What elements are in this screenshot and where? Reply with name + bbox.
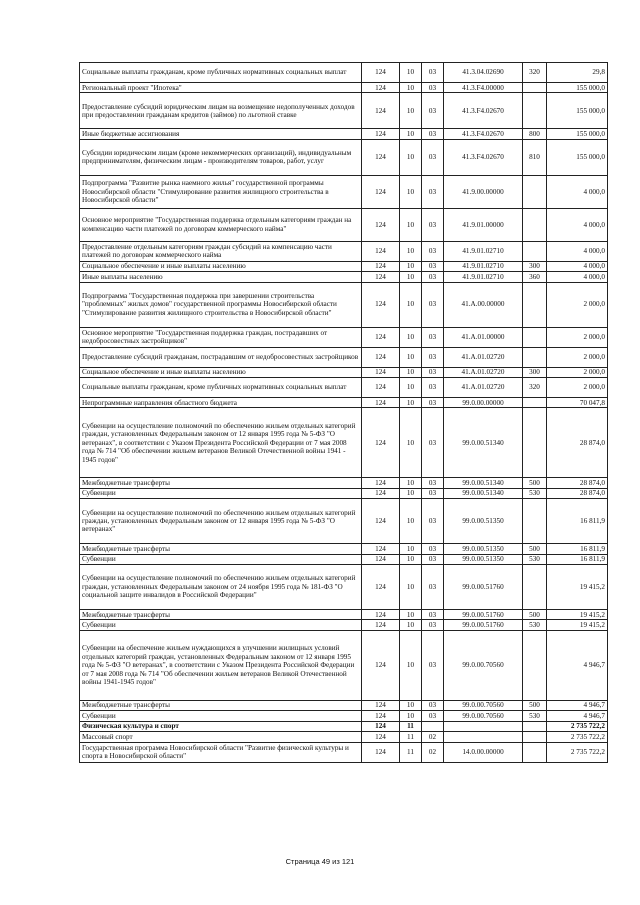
row-sum: 155 000,0 bbox=[547, 93, 608, 129]
table-row bbox=[80, 93, 608, 129]
row-vr: 320 bbox=[523, 63, 547, 83]
row-pr: 03 bbox=[422, 610, 444, 620]
row-csr: 99.0.00.51350 bbox=[444, 499, 523, 544]
row-pr: 03 bbox=[422, 499, 444, 544]
row-grbs: 124 bbox=[362, 544, 400, 554]
row-name: Субвенции bbox=[80, 620, 362, 630]
row-sum: 28 874,0 bbox=[547, 408, 608, 478]
row-rz: 10 bbox=[400, 565, 422, 610]
row-grbs: 124 bbox=[362, 378, 400, 398]
row-grbs: 124 bbox=[362, 565, 400, 610]
row-name: Подпрограмма "Государственная поддержка при завершении строительства "проблемных" жилых домов" государственной программы Новосибирской области "Стимулирование развития жилищного строительства в Новосибирской области" bbox=[80, 282, 362, 327]
row-vr bbox=[523, 208, 547, 241]
row-vr bbox=[523, 565, 547, 610]
row-csr: 99.0.00.00000 bbox=[444, 398, 523, 408]
row-pr: 03 bbox=[422, 544, 444, 554]
row-rz: 10 bbox=[400, 630, 422, 700]
row-sum: 155 000,0 bbox=[547, 139, 608, 175]
table-row bbox=[80, 721, 608, 731]
row-sum: 4 000,0 bbox=[547, 208, 608, 241]
row-sum: 2 000,0 bbox=[547, 367, 608, 377]
row-pr: 03 bbox=[422, 327, 444, 347]
row-grbs: 124 bbox=[362, 478, 400, 488]
table-row bbox=[80, 261, 608, 271]
row-rz: 10 bbox=[400, 544, 422, 554]
row-name: Основное мероприятие "Государственная поддержка отдельным категориям граждан на компенсацию части платежей по договорам коммерческого найма" bbox=[80, 208, 362, 241]
table-row bbox=[80, 499, 608, 544]
row-pr: 03 bbox=[422, 83, 444, 93]
row-grbs: 124 bbox=[362, 93, 400, 129]
row-name: Иные бюджетные ассигнования bbox=[80, 129, 362, 139]
row-vr: 300 bbox=[523, 367, 547, 377]
row-rz: 10 bbox=[400, 367, 422, 377]
table-row bbox=[80, 378, 608, 398]
row-sum: 2 000,0 bbox=[547, 327, 608, 347]
row-vr bbox=[523, 93, 547, 129]
row-name: Социальные выплаты гражданам, кроме публичных нормативных социальных выплат bbox=[80, 378, 362, 398]
row-csr: 41.9.01.02710 bbox=[444, 261, 523, 271]
row-name: Иные выплаты населению bbox=[80, 272, 362, 282]
row-grbs: 124 bbox=[362, 408, 400, 478]
row-grbs: 124 bbox=[362, 700, 400, 710]
row-name: Социальные выплаты гражданам, кроме публичных нормативных социальных выплат bbox=[80, 63, 362, 83]
row-rz: 10 bbox=[400, 63, 422, 83]
row-grbs: 124 bbox=[362, 241, 400, 261]
row-vr: 500 bbox=[523, 700, 547, 710]
row-csr: 41.9.01.02710 bbox=[444, 241, 523, 261]
row-vr bbox=[523, 742, 547, 762]
row-name: Государственная программа Новосибирской области "Развитие физической культуры и спорта в Новосибирской области" bbox=[80, 742, 362, 762]
row-name: Предоставление субсидий юридическим лицам на возмещение недополученных доходов при предоставлении гражданам кредитов (займов) по льготной ставке bbox=[80, 93, 362, 129]
row-grbs: 124 bbox=[362, 129, 400, 139]
row-csr: 41.3.F4.02670 bbox=[444, 139, 523, 175]
row-rz: 10 bbox=[400, 272, 422, 282]
row-csr: 99.0.00.51350 bbox=[444, 554, 523, 564]
row-sum: 28 874,0 bbox=[547, 488, 608, 498]
row-csr: 41.3.F4.02670 bbox=[444, 93, 523, 129]
row-name: Социальное обеспечение и иные выплаты населению bbox=[80, 367, 362, 377]
row-grbs: 124 bbox=[362, 620, 400, 630]
row-name: Подпрограмма "Развитие рынка наемного жилья" государственной программы Новосибирской области "Стимулирование развития жилищного строительства в Новосибирской области" bbox=[80, 175, 362, 208]
row-sum: 19 415,2 bbox=[547, 620, 608, 630]
table-row bbox=[80, 175, 608, 208]
row-sum: 4 000,0 bbox=[547, 272, 608, 282]
row-sum: 29,8 bbox=[547, 63, 608, 83]
row-name: Основное мероприятие "Государственная поддержка граждан, пострадавших от недобросовестных застройщиков" bbox=[80, 327, 362, 347]
row-grbs: 124 bbox=[362, 347, 400, 367]
row-name: Региональный проект "Ипотека" bbox=[80, 83, 362, 93]
row-vr: 320 bbox=[523, 378, 547, 398]
row-sum: 155 000,0 bbox=[547, 83, 608, 93]
row-pr bbox=[422, 721, 444, 731]
row-vr bbox=[523, 241, 547, 261]
row-pr: 03 bbox=[422, 478, 444, 488]
table-row bbox=[80, 208, 608, 241]
row-csr: 41.3.04.02690 bbox=[444, 63, 523, 83]
row-csr: 99.0.00.51340 bbox=[444, 488, 523, 498]
row-pr: 03 bbox=[422, 261, 444, 271]
row-rz: 10 bbox=[400, 327, 422, 347]
row-grbs: 124 bbox=[362, 488, 400, 498]
row-sum: 4 946,7 bbox=[547, 711, 608, 721]
row-grbs: 124 bbox=[362, 630, 400, 700]
row-sum: 4 000,0 bbox=[547, 261, 608, 271]
row-pr: 03 bbox=[422, 554, 444, 564]
row-rz: 11 bbox=[400, 742, 422, 762]
table-row bbox=[80, 63, 608, 83]
row-rz: 10 bbox=[400, 261, 422, 271]
table-row bbox=[80, 478, 608, 488]
row-csr: 99.0.00.70560 bbox=[444, 630, 523, 700]
row-grbs: 124 bbox=[362, 261, 400, 271]
row-csr bbox=[444, 721, 523, 731]
row-pr: 03 bbox=[422, 711, 444, 721]
row-pr: 03 bbox=[422, 630, 444, 700]
row-vr: 500 bbox=[523, 610, 547, 620]
table-row bbox=[80, 347, 608, 367]
row-vr bbox=[523, 408, 547, 478]
row-pr: 03 bbox=[422, 398, 444, 408]
row-pr: 03 bbox=[422, 93, 444, 129]
row-csr: 41.А.01.02720 bbox=[444, 378, 523, 398]
row-sum: 155 000,0 bbox=[547, 129, 608, 139]
row-pr: 03 bbox=[422, 378, 444, 398]
row-sum: 2 735 722,2 bbox=[547, 742, 608, 762]
row-rz: 11 bbox=[400, 721, 422, 731]
table-row bbox=[80, 554, 608, 564]
row-vr bbox=[523, 499, 547, 544]
row-vr bbox=[523, 282, 547, 327]
row-grbs: 124 bbox=[362, 499, 400, 544]
row-csr: 41.А.00.00000 bbox=[444, 282, 523, 327]
row-vr bbox=[523, 327, 547, 347]
row-sum: 16 811,9 bbox=[547, 499, 608, 544]
table-row bbox=[80, 83, 608, 93]
row-pr: 02 bbox=[422, 742, 444, 762]
table-row bbox=[80, 700, 608, 710]
row-sum: 4 946,7 bbox=[547, 630, 608, 700]
row-grbs: 124 bbox=[362, 398, 400, 408]
row-name: Субвенции на обеспечение жильем нуждающихся в улучшении жилищных условий отдельных категорий граждан, установленных Федеральным законом от 12 января 1995 года № 5-ФЗ "О ветеранах", в соответствии с Указом Президента Российской Федерации от 7 мая 2008 года № 714 "Об обеспечении жильем ветеранов Великой Отечественной войны 1941-1945 годов" bbox=[80, 630, 362, 700]
table-row bbox=[80, 367, 608, 377]
row-rz: 10 bbox=[400, 398, 422, 408]
row-name: Субвенции bbox=[80, 711, 362, 721]
row-vr: 500 bbox=[523, 544, 547, 554]
row-rz: 10 bbox=[400, 700, 422, 710]
row-pr: 03 bbox=[422, 63, 444, 83]
row-rz: 10 bbox=[400, 378, 422, 398]
table-row bbox=[80, 398, 608, 408]
row-grbs: 124 bbox=[362, 742, 400, 762]
row-csr: 99.0.00.70560 bbox=[444, 711, 523, 721]
table-row bbox=[80, 327, 608, 347]
row-csr: 41.3.F4.02670 bbox=[444, 129, 523, 139]
table-row bbox=[80, 408, 608, 478]
page-footer: Страница 49 из 121 bbox=[285, 857, 355, 866]
row-sum: 2 000,0 bbox=[547, 282, 608, 327]
row-sum: 16 811,9 bbox=[547, 554, 608, 564]
row-rz: 10 bbox=[400, 347, 422, 367]
row-pr: 03 bbox=[422, 700, 444, 710]
row-rz: 10 bbox=[400, 175, 422, 208]
row-vr: 300 bbox=[523, 261, 547, 271]
row-grbs: 124 bbox=[362, 272, 400, 282]
row-rz: 10 bbox=[400, 129, 422, 139]
row-name: Межбюджетные трансферты bbox=[80, 544, 362, 554]
row-name: Непрограммные направления областного бюджета bbox=[80, 398, 362, 408]
row-name: Социальное обеспечение и иные выплаты населению bbox=[80, 261, 362, 271]
row-rz: 10 bbox=[400, 499, 422, 544]
row-sum: 2 000,0 bbox=[547, 347, 608, 367]
row-pr: 03 bbox=[422, 241, 444, 261]
row-pr: 02 bbox=[422, 732, 444, 742]
row-name: Субвенции bbox=[80, 554, 362, 564]
row-rz: 10 bbox=[400, 208, 422, 241]
row-name: Межбюджетные трансферты bbox=[80, 610, 362, 620]
row-rz: 10 bbox=[400, 610, 422, 620]
row-grbs: 124 bbox=[362, 208, 400, 241]
table-row bbox=[80, 610, 608, 620]
table-row bbox=[80, 630, 608, 700]
row-csr: 99.0.00.51340 bbox=[444, 408, 523, 478]
row-csr: 99.0.00.51350 bbox=[444, 544, 523, 554]
row-rz: 10 bbox=[400, 620, 422, 630]
row-vr bbox=[523, 398, 547, 408]
row-name: Субвенции на осуществление полномочий по обеспечению жильем отдельных категорий граждан, установленных Федеральным законом от 12 января 1995 года № 5-ФЗ "О ветеранах" bbox=[80, 499, 362, 544]
row-vr: 530 bbox=[523, 711, 547, 721]
row-grbs: 124 bbox=[362, 175, 400, 208]
row-name: Субвенции на осуществление полномочий по обеспечению жильем отдельных категорий граждан, установленных Федеральным законом от 24 ноября 1995 года № 181-ФЗ "О социальной защите инвалидов в Российской Федерации" bbox=[80, 565, 362, 610]
row-vr: 530 bbox=[523, 554, 547, 564]
row-vr bbox=[523, 732, 547, 742]
row-sum: 2 735 722,2 bbox=[547, 732, 608, 742]
row-grbs: 124 bbox=[362, 554, 400, 564]
row-pr: 03 bbox=[422, 272, 444, 282]
row-csr: 41.9.01.00000 bbox=[444, 208, 523, 241]
row-pr: 03 bbox=[422, 408, 444, 478]
row-vr bbox=[523, 347, 547, 367]
table-row bbox=[80, 711, 608, 721]
row-rz: 11 bbox=[400, 732, 422, 742]
row-vr: 810 bbox=[523, 139, 547, 175]
row-vr: 360 bbox=[523, 272, 547, 282]
row-csr: 41.А.01.00000 bbox=[444, 327, 523, 347]
row-sum: 19 415,2 bbox=[547, 610, 608, 620]
row-pr: 03 bbox=[422, 347, 444, 367]
table-row bbox=[80, 620, 608, 630]
row-sum: 4 000,0 bbox=[547, 241, 608, 261]
table-row bbox=[80, 488, 608, 498]
row-grbs: 124 bbox=[362, 610, 400, 620]
row-grbs: 124 bbox=[362, 83, 400, 93]
row-name: Предоставление отдельным категориям граждан субсидий на компенсацию части платежей по договорам коммерческого найма bbox=[80, 241, 362, 261]
row-csr: 14.0.00.00000 bbox=[444, 742, 523, 762]
row-pr: 03 bbox=[422, 129, 444, 139]
row-pr: 03 bbox=[422, 367, 444, 377]
row-vr bbox=[523, 721, 547, 731]
table-row bbox=[80, 544, 608, 554]
row-rz: 10 bbox=[400, 93, 422, 129]
row-name: Субвенции на осуществление полномочий по обеспечению жильем отдельных категорий граждан, установленных Федеральным законом от 12 января 1995 года № 5-ФЗ "О ветеранах", в соответствии с Указом Президента Российской Федерации от 7 мая 2008 года № 714 "Об обеспечении жильем ветеранов Великой Отечественной войны 1941 - 1945 годов" bbox=[80, 408, 362, 478]
row-name: Физическая культура и спорт bbox=[80, 721, 362, 731]
row-rz: 10 bbox=[400, 478, 422, 488]
row-name: Предоставление субсидий гражданам, пострадавшим от недобросовестных застройщиков bbox=[80, 347, 362, 367]
row-csr: 41.А.01.02720 bbox=[444, 347, 523, 367]
row-sum: 28 874,0 bbox=[547, 478, 608, 488]
row-vr bbox=[523, 83, 547, 93]
row-grbs: 124 bbox=[362, 367, 400, 377]
row-pr: 03 bbox=[422, 282, 444, 327]
row-rz: 10 bbox=[400, 139, 422, 175]
table-row bbox=[80, 241, 608, 261]
row-csr: 99.0.00.51760 bbox=[444, 565, 523, 610]
row-grbs: 124 bbox=[362, 282, 400, 327]
row-rz: 10 bbox=[400, 711, 422, 721]
row-pr: 03 bbox=[422, 139, 444, 175]
row-grbs: 124 bbox=[362, 732, 400, 742]
table-row bbox=[80, 139, 608, 175]
row-vr: 530 bbox=[523, 488, 547, 498]
row-sum: 2 735 722,2 bbox=[547, 721, 608, 731]
table-row bbox=[80, 565, 608, 610]
row-pr: 03 bbox=[422, 565, 444, 610]
row-csr: 99.0.00.70560 bbox=[444, 700, 523, 710]
row-grbs: 124 bbox=[362, 63, 400, 83]
row-sum: 16 811,9 bbox=[547, 544, 608, 554]
row-sum: 19 415,2 bbox=[547, 565, 608, 610]
row-grbs: 124 bbox=[362, 721, 400, 731]
row-grbs: 124 bbox=[362, 327, 400, 347]
row-sum: 4 946,7 bbox=[547, 700, 608, 710]
row-csr: 41.9.01.02710 bbox=[444, 272, 523, 282]
row-name: Субвенции bbox=[80, 488, 362, 498]
row-rz: 10 bbox=[400, 282, 422, 327]
row-sum: 2 000,0 bbox=[547, 378, 608, 398]
row-name: Массовый спорт bbox=[80, 732, 362, 742]
row-vr bbox=[523, 630, 547, 700]
row-csr bbox=[444, 732, 523, 742]
row-csr: 99.0.00.51760 bbox=[444, 610, 523, 620]
row-rz: 10 bbox=[400, 488, 422, 498]
row-csr: 99.0.00.51340 bbox=[444, 478, 523, 488]
table-row bbox=[80, 272, 608, 282]
row-vr bbox=[523, 175, 547, 208]
row-pr: 03 bbox=[422, 208, 444, 241]
row-csr: 41.3.F4.00000 bbox=[444, 83, 523, 93]
row-rz: 10 bbox=[400, 83, 422, 93]
table-row bbox=[80, 282, 608, 327]
row-name: Межбюджетные трансферты bbox=[80, 700, 362, 710]
row-pr: 03 bbox=[422, 620, 444, 630]
row-pr: 03 bbox=[422, 175, 444, 208]
row-grbs: 124 bbox=[362, 139, 400, 175]
row-rz: 10 bbox=[400, 241, 422, 261]
row-vr: 800 bbox=[523, 129, 547, 139]
table-row bbox=[80, 742, 608, 762]
row-grbs: 124 bbox=[362, 711, 400, 721]
row-sum: 4 000,0 bbox=[547, 175, 608, 208]
row-name: Межбюджетные трансферты bbox=[80, 478, 362, 488]
budget-table bbox=[79, 62, 608, 763]
row-pr: 03 bbox=[422, 488, 444, 498]
row-csr: 41.А.01.02720 bbox=[444, 367, 523, 377]
table-row bbox=[80, 129, 608, 139]
table-row bbox=[80, 732, 608, 742]
row-csr: 41.9.00.00000 bbox=[444, 175, 523, 208]
row-vr: 500 bbox=[523, 478, 547, 488]
row-csr: 99.0.00.51760 bbox=[444, 620, 523, 630]
row-vr: 530 bbox=[523, 620, 547, 630]
row-sum: 70 047,8 bbox=[547, 398, 608, 408]
row-rz: 10 bbox=[400, 554, 422, 564]
row-name: Субсидии юридическим лицам (кроме некоммерческих организаций), индивидуальным предпринимателям, физическим лицам - производителям товаров, работ, услуг bbox=[80, 139, 362, 175]
row-rz: 10 bbox=[400, 408, 422, 478]
